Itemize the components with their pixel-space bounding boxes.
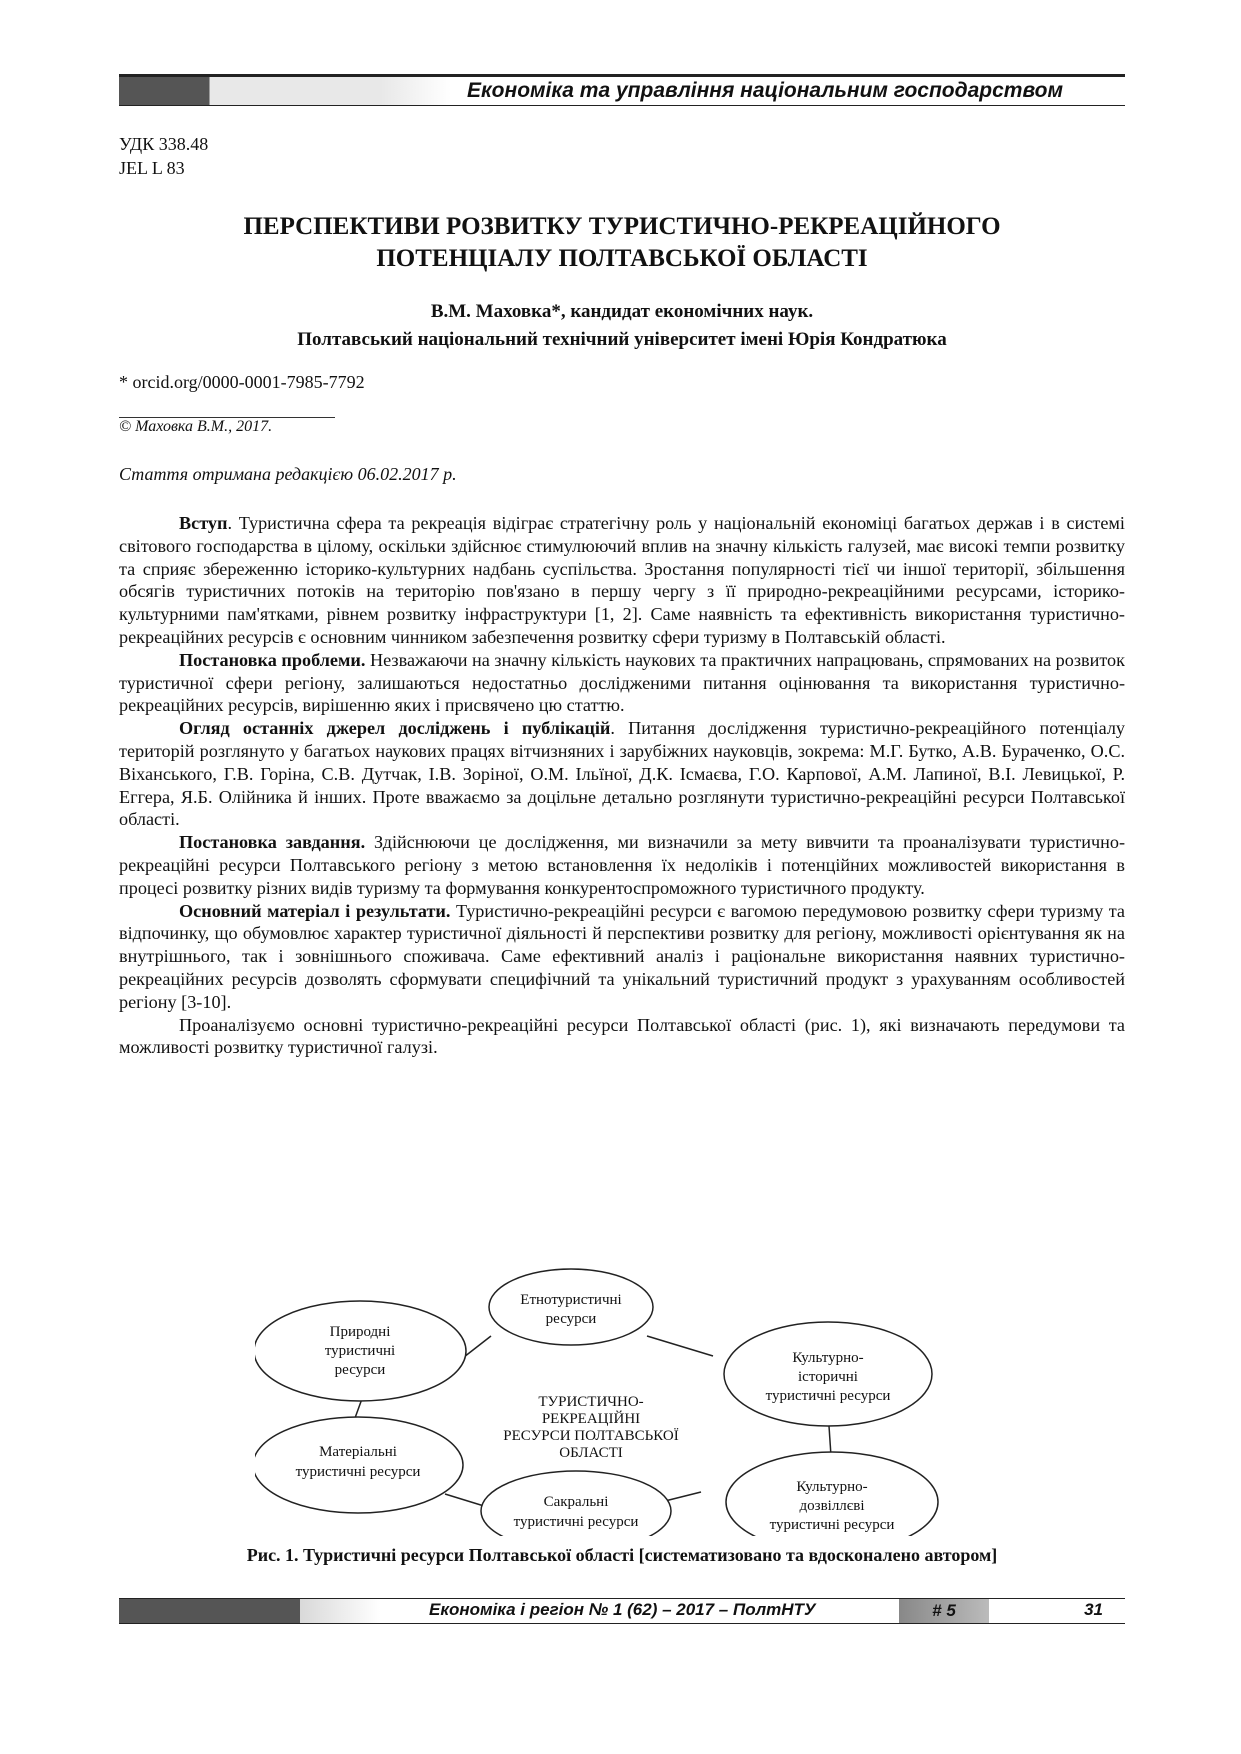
- center-line: РЕКРЕАЦІЙНІ: [541, 1411, 641, 1427]
- author-block: [119, 298, 1125, 354]
- node-line: Етнотуристичні: [520, 1292, 622, 1308]
- node-label-natural: [325, 1324, 395, 1378]
- center-line: ТУРИСТИЧНО-: [538, 1394, 644, 1410]
- paragraph-text: . Питання дослідження туристично-рекреаційного потенціалу територій розглянуто у багатьох наукових працях вітчизняних і зарубіжних науковців, зокрема: М.Г. Бутко, А.В. Бураченко, О.С. Віханського, Г.В. Горіна, С.В. Дутчак, І.В. Зоріної, О.М. Ільїної, Д.К. Ісмаєва, Г.О. Карпової, А.М. Лапиної, В.І. Левицької, Р. Еггера, Я.Б. Олійника й інших. Проте вважаємо за доцільне детально розглянути туристично-рекреаційні ресурси Полтавської області.: [119, 718, 1125, 830]
- jel-code: JEL L 83: [119, 158, 185, 178]
- classification-codes: [119, 132, 208, 180]
- center-line: РЕСУРСИ ПОЛТАВСЬКОЇ: [503, 1428, 679, 1444]
- paragraph: [119, 512, 1125, 649]
- node-line: дозвіллєві: [799, 1498, 865, 1514]
- node-line: Природні: [329, 1324, 391, 1340]
- paragraph: [119, 1014, 1125, 1060]
- author-affiliation: Полтавський національний технічний університет імені Юрія Кондратюка: [297, 329, 947, 350]
- section-heading: Постановка проблеми.: [179, 649, 366, 670]
- paragraph-text: . Туристична сфера та рекреація відіграє стратегічну роль у національній економіці багатьох держав і в системі світового господарства в цілому, оскільки здійснює стимулюючий вплив на значну кількість галузей, має високі темпи розвитку та сприяє збереженню історико-культурних надбань суспільства. Зростання популярності тієї чи іншої території, збільшення обсягів туристичних потоків на територію пов'язано в першу чергу з її природно-рекреаційними ресурсами, історико-культурними пам'ятками, рівнем розвитку інфраструктури [1, 2]. Саме наявність та ефективність використання туристично-рекреаційних ресурсів є основним чинником забезпечення розвитку сфери туризму в Полтавській області.: [119, 513, 1125, 647]
- node-line: ресурси: [545, 1311, 597, 1327]
- received-date: Стаття отримана редакцією 06.02.2017 р.: [119, 464, 457, 484]
- center-label: [503, 1394, 678, 1461]
- footer-journal: Економіка і регіон № 1 (62) – 2017 – ПолтНТУ: [429, 1600, 816, 1619]
- page-number: 31: [1084, 1600, 1103, 1619]
- section-heading: Огляд останніх джерел досліджень і публікацій: [179, 718, 611, 739]
- paragraph: [119, 717, 1125, 831]
- connector: [647, 1336, 713, 1356]
- paragraph: [119, 831, 1125, 899]
- node-line: Матеріальні: [319, 1444, 397, 1460]
- node-line: туристичні: [324, 1343, 396, 1359]
- paragraph: [119, 649, 1125, 717]
- node-line: історичні: [798, 1369, 858, 1385]
- orcid-link[interactable]: * orcid.org/0000-0001-7985-7792: [119, 372, 365, 392]
- udc-code: УДК 338.48: [119, 134, 209, 154]
- node-line: туристичні ресурси: [295, 1464, 421, 1480]
- section-heading: Вступ: [179, 513, 228, 533]
- node-line: туристичні ресурси: [765, 1388, 891, 1404]
- paper-title: [119, 211, 1125, 275]
- node-line: Культурно-: [792, 1350, 864, 1366]
- node-line: туристичні ресурси: [769, 1517, 895, 1533]
- node-line: Сакральні: [543, 1494, 609, 1510]
- center-line: ОБЛАСТІ: [559, 1445, 623, 1461]
- node-line: Культурно-: [796, 1479, 868, 1495]
- figure-caption: Рис. 1. Туристичні ресурси Полтавської області [систематизовано та вдосконалено автором]: [246, 1545, 998, 1565]
- copyright-note: © Маховка В.М., 2017.: [119, 418, 273, 435]
- journal-section-title: Економіка та управління національним господарством: [467, 79, 1063, 102]
- figure-diagram: [255, 1266, 995, 1536]
- resource-diagram: [255, 1266, 995, 1536]
- footer-issue: # 5: [899, 1599, 989, 1623]
- title-line-1: ПЕРСПЕКТИВИ РОЗВИТКУ ТУРИСТИЧНО-РЕКРЕАЦІЙНОГО: [243, 213, 1001, 240]
- header-bar: [119, 74, 1125, 106]
- paragraph-text: Незважаючи на значну кількість наукових та практичних напрацювань, спрямованих на розвиток туристичної сфери регіону, залишаються недостатньо дослідженими питання оцінювання та використання туристично-рекреаційних ресурсів, вирішенню яких і присвячено цю статтю.: [119, 649, 1125, 716]
- author-name: В.М. Маховка*, кандидат економічних наук.: [430, 301, 814, 322]
- paragraph-text: Туристично-рекреаційні ресурси є вагомою передумовою розвитку сфери туризму та відпочинку, що обумовлює характер туристичної діяльності й перспективи розвитку для регіону, можливості орієнтування як на внутрішнього, так і зовнішнього споживача. Саме ефективний аналіз і раціональне використання наявних туристично-рекреаційних ресурсів дозволять сформувати специфічний та унікальний туристичний продукт з урахуванням особливостей регіону [3-10].: [119, 900, 1125, 1012]
- paragraph: [119, 900, 1125, 1014]
- section-heading: Основний матеріал і результати.: [179, 900, 451, 921]
- article-body: [119, 512, 1125, 1059]
- paragraph-text: Здійснюючи це дослідження, ми визначили за мету вивчити та проаналізувати туристично-рекреаційні ресурси Полтавського регіону з метою встановлення їх недоліків і потенційних можливостей використання в процесі розвитку різних видів туризму та формування конкурентоспроможного туристичного продукту.: [119, 832, 1125, 898]
- node-line: ресурси: [334, 1362, 386, 1378]
- node-line: туристичні ресурси: [513, 1514, 639, 1530]
- title-line-2: ПОТЕНЦІАЛУ ПОЛТАВСЬКОЇ ОБЛАСТІ: [376, 245, 868, 272]
- footer-bar: [119, 1598, 1125, 1624]
- paragraph-text: Проаналізуємо основні туристично-рекреаційні ресурси Полтавської області (рис. 1), які визначають передумови та можливості розвитку туристичної галузі.: [119, 1014, 1125, 1058]
- section-heading: Постановка завдання.: [179, 832, 366, 853]
